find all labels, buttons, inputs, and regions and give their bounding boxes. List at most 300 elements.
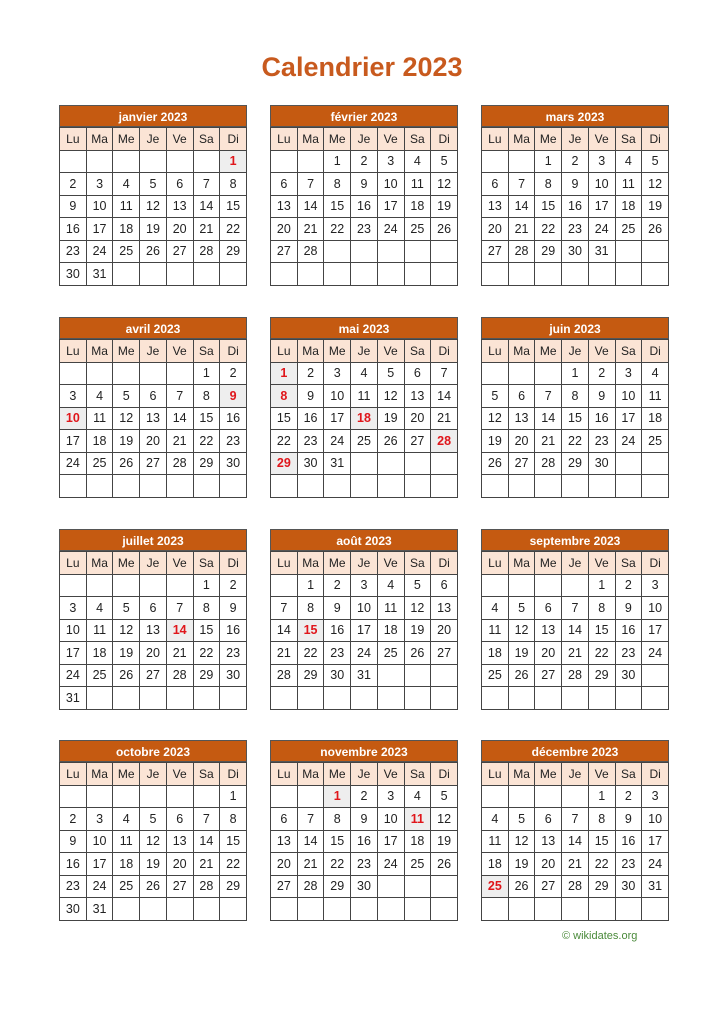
day-cell: 6	[404, 362, 431, 385]
day-cell: 7	[562, 597, 589, 620]
week-row	[60, 430, 247, 453]
weekday-label: Sa	[404, 128, 431, 151]
day-cell: 16	[351, 830, 378, 853]
weekday-label: Di	[220, 128, 247, 151]
day-cell: 8	[297, 597, 324, 620]
empty-cell	[60, 574, 87, 597]
week-row	[482, 407, 669, 430]
empty-cell	[615, 687, 642, 710]
day-cell: 29	[297, 664, 324, 687]
weekday-label: Ma	[297, 763, 324, 786]
day-cell: 7	[166, 385, 193, 408]
weekday-label: Ve	[377, 552, 404, 575]
day-cell: 21	[431, 407, 458, 430]
day-cell: 10	[377, 173, 404, 196]
month-grid	[481, 551, 669, 710]
weekday-label: Di	[431, 552, 458, 575]
empty-cell	[404, 452, 431, 475]
day-cell: 24	[588, 218, 615, 241]
weekday-header-row	[60, 340, 247, 363]
day-cell: 18	[482, 853, 509, 876]
month-block	[270, 317, 458, 498]
day-cell: 14	[193, 830, 220, 853]
day-cell: 2	[615, 574, 642, 597]
day-cell: 27	[271, 240, 298, 263]
day-cell: 18	[482, 642, 509, 665]
day-cell: 12	[482, 407, 509, 430]
day-cell: 19	[431, 830, 458, 853]
empty-cell	[535, 362, 562, 385]
day-cell: 20	[535, 853, 562, 876]
weekday-label: Me	[535, 128, 562, 151]
week-row	[60, 597, 247, 620]
day-cell: 11	[482, 830, 509, 853]
weekday-label: Ma	[297, 128, 324, 151]
day-cell: 22	[220, 853, 247, 876]
empty-cell	[166, 898, 193, 921]
day-cell: 24	[377, 853, 404, 876]
week-row	[482, 385, 669, 408]
weekday-label: Me	[324, 340, 351, 363]
empty-cell	[431, 452, 458, 475]
day-cell: 17	[377, 830, 404, 853]
day-cell: 19	[377, 407, 404, 430]
week-row	[60, 574, 247, 597]
day-cell: 30	[615, 875, 642, 898]
empty-cell	[562, 687, 589, 710]
day-cell: 18	[86, 430, 113, 453]
empty-cell	[271, 475, 298, 498]
empty-cell	[562, 898, 589, 921]
day-cell: 10	[86, 195, 113, 218]
day-cell: 8	[588, 597, 615, 620]
day-cell: 5	[377, 362, 404, 385]
day-cell: 12	[404, 597, 431, 620]
empty-cell	[642, 263, 669, 286]
day-cell: 23	[324, 642, 351, 665]
day-cell: 15	[562, 407, 589, 430]
weekday-label: Me	[535, 763, 562, 786]
day-cell: 22	[535, 218, 562, 241]
empty-cell	[113, 362, 140, 385]
month-title: juillet 2023	[59, 529, 247, 551]
weekday-label: Lu	[271, 128, 298, 151]
day-cell: 31	[86, 898, 113, 921]
day-cell: 21	[166, 642, 193, 665]
empty-cell	[220, 263, 247, 286]
day-cell: 2	[588, 362, 615, 385]
month-grid	[59, 551, 247, 710]
empty-cell	[193, 785, 220, 808]
empty-cell	[615, 898, 642, 921]
day-cell: 29	[535, 240, 562, 263]
day-cell: 22	[324, 218, 351, 241]
day-cell: 4	[482, 808, 509, 831]
week-row	[60, 785, 247, 808]
holiday-cell: 9	[220, 385, 247, 408]
weekday-label: Me	[324, 763, 351, 786]
week-row	[482, 642, 669, 665]
empty-cell	[193, 687, 220, 710]
empty-cell	[404, 687, 431, 710]
day-cell: 20	[508, 430, 535, 453]
week-row	[60, 687, 247, 710]
day-cell: 25	[642, 430, 669, 453]
empty-cell	[86, 687, 113, 710]
day-cell: 30	[297, 452, 324, 475]
empty-cell	[377, 898, 404, 921]
weekday-label: Me	[113, 340, 140, 363]
weekday-label: Di	[642, 340, 669, 363]
week-row	[60, 898, 247, 921]
week-row	[482, 853, 669, 876]
month-block	[270, 740, 458, 921]
empty-cell	[351, 240, 378, 263]
day-cell: 19	[431, 195, 458, 218]
day-cell: 12	[140, 830, 167, 853]
day-cell: 23	[562, 218, 589, 241]
day-cell: 18	[113, 853, 140, 876]
day-cell: 2	[60, 173, 87, 196]
day-cell: 17	[642, 830, 669, 853]
day-cell: 14	[193, 195, 220, 218]
day-cell: 29	[193, 452, 220, 475]
holiday-cell: 1	[271, 362, 298, 385]
month-title: octobre 2023	[59, 740, 247, 762]
empty-cell	[508, 898, 535, 921]
weekday-label: Me	[324, 128, 351, 151]
weekday-label: Me	[535, 552, 562, 575]
day-cell: 31	[351, 664, 378, 687]
day-cell: 9	[351, 173, 378, 196]
day-cell: 3	[324, 362, 351, 385]
day-cell: 5	[431, 785, 458, 808]
day-cell: 27	[140, 664, 167, 687]
holiday-cell: 10	[60, 407, 87, 430]
empty-cell	[377, 875, 404, 898]
month-block	[481, 740, 669, 921]
day-cell: 13	[482, 195, 509, 218]
weekday-header-row	[271, 763, 458, 786]
day-cell: 9	[60, 195, 87, 218]
day-cell: 21	[508, 218, 535, 241]
day-cell: 21	[297, 218, 324, 241]
day-cell: 3	[377, 785, 404, 808]
day-cell: 19	[140, 853, 167, 876]
day-cell: 9	[615, 808, 642, 831]
empty-cell	[431, 875, 458, 898]
weekday-label: Ve	[377, 763, 404, 786]
week-row	[482, 875, 669, 898]
empty-cell	[351, 263, 378, 286]
day-cell: 8	[220, 808, 247, 831]
empty-cell	[642, 452, 669, 475]
empty-cell	[482, 898, 509, 921]
empty-cell	[508, 475, 535, 498]
day-cell: 25	[351, 430, 378, 453]
weekday-header-row	[271, 340, 458, 363]
weekday-header-row	[271, 128, 458, 151]
empty-cell	[140, 574, 167, 597]
day-cell: 28	[166, 452, 193, 475]
day-cell: 26	[642, 218, 669, 241]
empty-cell	[324, 240, 351, 263]
day-cell: 8	[193, 385, 220, 408]
day-cell: 7	[508, 173, 535, 196]
week-row	[60, 195, 247, 218]
day-cell: 6	[431, 574, 458, 597]
empty-cell	[588, 687, 615, 710]
day-cell: 17	[324, 407, 351, 430]
day-cell: 22	[588, 642, 615, 665]
week-row	[482, 263, 669, 286]
day-cell: 11	[482, 619, 509, 642]
empty-cell	[508, 687, 535, 710]
day-cell: 18	[642, 407, 669, 430]
page-title: Calendrier 2023	[261, 52, 463, 82]
weekday-label: Di	[220, 552, 247, 575]
day-cell: 31	[588, 240, 615, 263]
week-row	[60, 830, 247, 853]
month-grid	[59, 127, 247, 286]
week-row	[271, 385, 458, 408]
day-cell: 8	[324, 808, 351, 831]
weekday-label: Je	[351, 763, 378, 786]
empty-cell	[431, 263, 458, 286]
day-cell: 16	[220, 407, 247, 430]
weekday-label: Me	[324, 552, 351, 575]
day-cell: 6	[482, 173, 509, 196]
day-cell: 6	[508, 385, 535, 408]
day-cell: 15	[535, 195, 562, 218]
empty-cell	[482, 574, 509, 597]
week-row	[271, 875, 458, 898]
month-title: avril 2023	[59, 317, 247, 339]
day-cell: 30	[351, 875, 378, 898]
day-cell: 17	[351, 619, 378, 642]
day-cell: 3	[642, 785, 669, 808]
empty-cell	[86, 574, 113, 597]
day-cell: 4	[113, 173, 140, 196]
day-cell: 12	[377, 385, 404, 408]
day-cell: 31	[60, 687, 87, 710]
empty-cell	[431, 687, 458, 710]
day-cell: 17	[60, 430, 87, 453]
weekday-label: Ve	[377, 340, 404, 363]
empty-cell	[166, 362, 193, 385]
day-cell: 20	[166, 218, 193, 241]
day-cell: 30	[324, 664, 351, 687]
empty-cell	[535, 898, 562, 921]
weekday-label: Ve	[166, 763, 193, 786]
day-cell: 13	[271, 830, 298, 853]
day-cell: 23	[588, 430, 615, 453]
day-cell: 18	[615, 195, 642, 218]
day-cell: 23	[615, 853, 642, 876]
week-row	[60, 475, 247, 498]
day-cell: 6	[166, 808, 193, 831]
weekday-label: Di	[431, 340, 458, 363]
weekday-label: Ve	[166, 340, 193, 363]
week-row	[271, 218, 458, 241]
week-row	[271, 362, 458, 385]
day-cell: 17	[60, 642, 87, 665]
day-cell: 7	[297, 808, 324, 831]
weekday-label: Lu	[482, 552, 509, 575]
empty-cell	[113, 687, 140, 710]
day-cell: 5	[404, 574, 431, 597]
day-cell: 27	[508, 452, 535, 475]
weekday-label: Ma	[508, 128, 535, 151]
day-cell: 15	[220, 830, 247, 853]
month-title: mai 2023	[270, 317, 458, 339]
day-cell: 16	[297, 407, 324, 430]
day-cell: 20	[535, 642, 562, 665]
week-row	[60, 619, 247, 642]
day-cell: 28	[508, 240, 535, 263]
empty-cell	[140, 898, 167, 921]
empty-cell	[404, 898, 431, 921]
empty-cell	[140, 785, 167, 808]
day-cell: 14	[562, 830, 589, 853]
week-row	[482, 687, 669, 710]
day-cell: 9	[351, 808, 378, 831]
empty-cell	[193, 475, 220, 498]
day-cell: 22	[271, 430, 298, 453]
day-cell: 16	[60, 218, 87, 241]
holiday-cell: 25	[482, 875, 509, 898]
empty-cell	[271, 785, 298, 808]
day-cell: 26	[482, 452, 509, 475]
day-cell: 27	[166, 240, 193, 263]
day-cell: 25	[482, 664, 509, 687]
day-cell: 14	[508, 195, 535, 218]
empty-cell	[482, 150, 509, 173]
day-cell: 19	[113, 642, 140, 665]
day-cell: 18	[377, 619, 404, 642]
day-cell: 2	[351, 150, 378, 173]
empty-cell	[297, 475, 324, 498]
weekday-label: Je	[140, 128, 167, 151]
day-cell: 28	[271, 664, 298, 687]
week-row	[482, 452, 669, 475]
weekday-label: Lu	[60, 763, 87, 786]
empty-cell	[140, 362, 167, 385]
holiday-cell: 18	[351, 407, 378, 430]
day-cell: 24	[60, 452, 87, 475]
week-row	[271, 808, 458, 831]
week-row	[271, 240, 458, 263]
empty-cell	[642, 898, 669, 921]
week-row	[482, 830, 669, 853]
day-cell: 20	[482, 218, 509, 241]
day-cell: 25	[86, 452, 113, 475]
weekday-label: Sa	[193, 340, 220, 363]
empty-cell	[220, 475, 247, 498]
empty-cell	[431, 898, 458, 921]
week-row	[60, 385, 247, 408]
week-row	[271, 853, 458, 876]
day-cell: 4	[404, 785, 431, 808]
empty-cell	[377, 452, 404, 475]
day-cell: 30	[60, 263, 87, 286]
weekday-header-row	[60, 128, 247, 151]
day-cell: 27	[271, 875, 298, 898]
empty-cell	[166, 687, 193, 710]
day-cell: 5	[140, 808, 167, 831]
day-cell: 10	[60, 619, 87, 642]
empty-cell	[113, 898, 140, 921]
week-row	[60, 173, 247, 196]
weekday-header-row	[271, 552, 458, 575]
weekday-label: Ma	[508, 763, 535, 786]
day-cell: 20	[431, 619, 458, 642]
empty-cell	[535, 475, 562, 498]
empty-cell	[562, 574, 589, 597]
day-cell: 14	[297, 195, 324, 218]
week-row	[271, 263, 458, 286]
day-cell: 15	[193, 407, 220, 430]
week-row	[271, 898, 458, 921]
day-cell: 27	[166, 875, 193, 898]
day-cell: 17	[588, 195, 615, 218]
day-cell: 1	[220, 785, 247, 808]
empty-cell	[297, 785, 324, 808]
week-row	[482, 475, 669, 498]
weekday-label: Ma	[86, 552, 113, 575]
week-row	[482, 898, 669, 921]
day-cell: 16	[351, 195, 378, 218]
day-cell: 11	[113, 830, 140, 853]
day-cell: 2	[615, 785, 642, 808]
weekday-label: Je	[562, 552, 589, 575]
week-row	[271, 597, 458, 620]
weekday-label: Lu	[482, 128, 509, 151]
week-row	[271, 430, 458, 453]
empty-cell	[60, 362, 87, 385]
day-cell: 7	[166, 597, 193, 620]
day-cell: 23	[60, 875, 87, 898]
day-cell: 23	[615, 642, 642, 665]
weekday-label: Ve	[588, 763, 615, 786]
weekday-label: Lu	[60, 340, 87, 363]
weekday-label: Di	[642, 552, 669, 575]
day-cell: 23	[297, 430, 324, 453]
weekday-header-row	[60, 552, 247, 575]
day-cell: 18	[113, 218, 140, 241]
week-row	[271, 173, 458, 196]
day-cell: 24	[642, 642, 669, 665]
empty-cell	[431, 664, 458, 687]
weekday-label: Di	[642, 128, 669, 151]
day-cell: 22	[193, 430, 220, 453]
holiday-cell: 28	[431, 430, 458, 453]
week-row	[60, 808, 247, 831]
day-cell: 2	[324, 574, 351, 597]
day-cell: 21	[562, 853, 589, 876]
day-cell: 9	[60, 830, 87, 853]
day-cell: 5	[508, 808, 535, 831]
month-grid	[481, 339, 669, 498]
day-cell: 23	[351, 218, 378, 241]
day-cell: 4	[351, 362, 378, 385]
day-cell: 11	[404, 173, 431, 196]
weekday-label: Je	[140, 340, 167, 363]
empty-cell	[615, 263, 642, 286]
day-cell: 7	[562, 808, 589, 831]
day-cell: 23	[60, 240, 87, 263]
week-row	[482, 362, 669, 385]
